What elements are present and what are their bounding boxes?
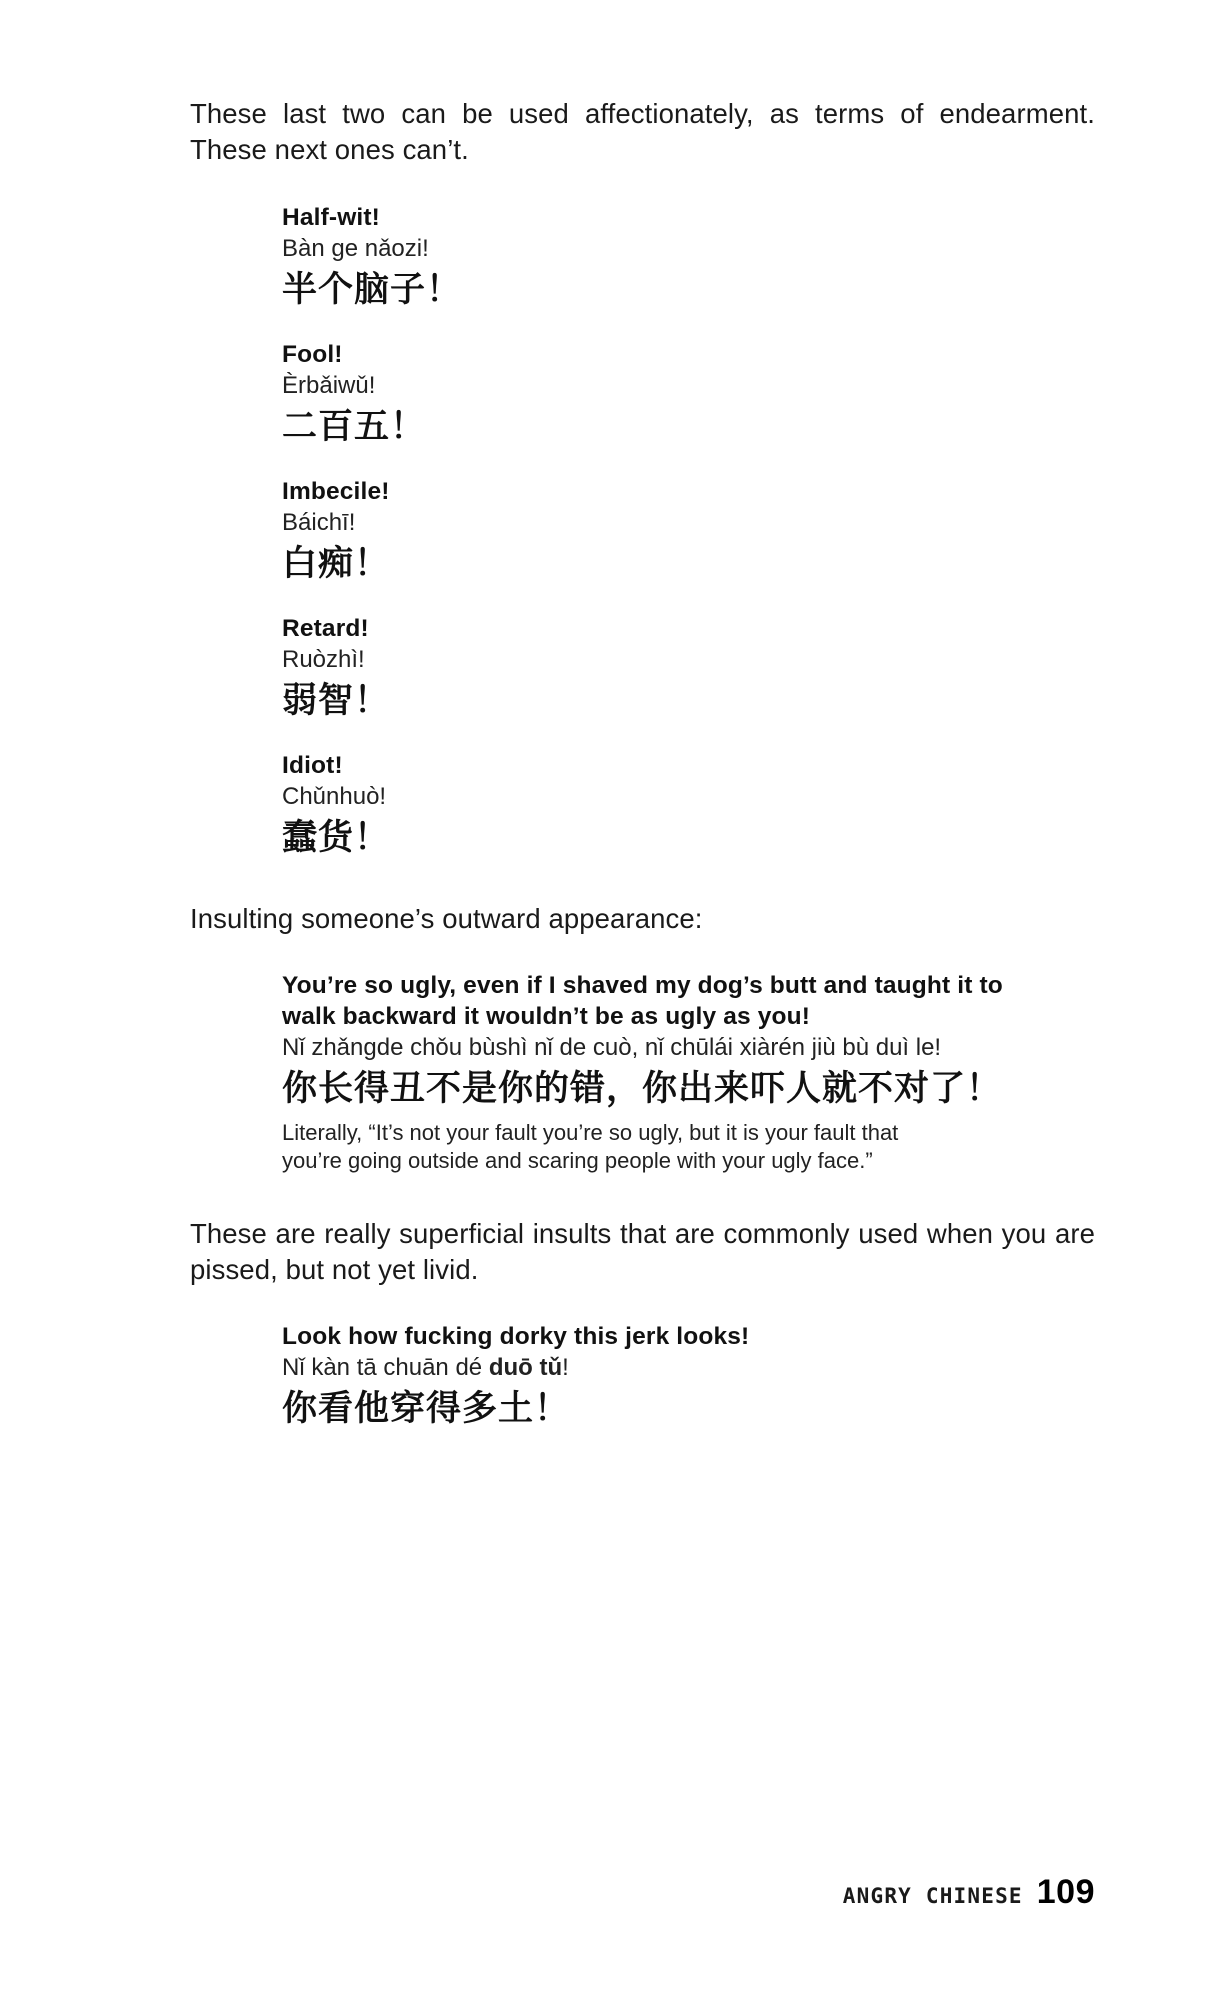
entry-pinyin: Nǐ zhǎngde chǒu bùshì nǐ de cuò, nǐ chūlái xiàrén jiù bù duì le! bbox=[282, 1034, 942, 1062]
entry-hanzi: 蠢货！ bbox=[282, 818, 391, 858]
entry-english: Fool! bbox=[282, 340, 343, 368]
entry-pinyin: Báichī! bbox=[282, 509, 356, 537]
entry-english-before: Look how fucking bbox=[282, 1323, 500, 1351]
intro-paragraph: These last two can be used affectionately, as terms of endearment. These next ones can’t. bbox=[190, 98, 1095, 165]
entry-pinyin: Èrbǎiwǔ! bbox=[282, 371, 376, 399]
entry-english: Idiot! bbox=[282, 752, 343, 780]
entry-hanzi: 白痴！ bbox=[282, 544, 391, 584]
entry-ugly bbox=[282, 970, 1055, 1176]
entry-dorky bbox=[282, 1321, 1055, 1431]
entry-english bbox=[282, 1321, 1055, 1352]
entry-pinyin: Chǔnhuò! bbox=[282, 783, 387, 811]
entry-english: Imbecile! bbox=[282, 477, 390, 505]
entry-idiot bbox=[282, 750, 1055, 860]
entry-pinyin-emphasis: duō tǔ bbox=[488, 1354, 563, 1382]
entry-fool bbox=[282, 339, 1055, 449]
entry-pinyin: Ruòzhì! bbox=[282, 646, 365, 674]
entry-pinyin-before: Nǐ kàn tā chuān dé bbox=[282, 1354, 489, 1382]
entry-hanzi: 你看他穿得多土！ bbox=[282, 1389, 571, 1429]
entry-pinyin bbox=[282, 1353, 1055, 1383]
entry-group-insults bbox=[282, 202, 1055, 861]
entry-hanzi: 二百五！ bbox=[282, 406, 427, 446]
entry-group-dorky bbox=[282, 1321, 1055, 1431]
entry-half-wit bbox=[282, 202, 1055, 312]
entry-english: Retard! bbox=[282, 615, 369, 643]
entry-retard bbox=[282, 613, 1055, 723]
section-lead-appearance: Insulting someone’s outward appearance: bbox=[190, 902, 703, 934]
entry-english: You’re so ugly, even if I shaved my dog’s butt and taught it to walk backward it wouldn’t be as ugly as you! bbox=[282, 972, 1003, 1031]
entry-english: Half-wit! bbox=[282, 203, 380, 231]
entry-english-after: this jerk looks! bbox=[567, 1323, 750, 1351]
entry-imbecile bbox=[282, 476, 1055, 586]
entry-english-emphasis: dorky bbox=[499, 1323, 568, 1351]
page-footer bbox=[843, 1873, 1095, 1912]
page-number: 109 bbox=[1036, 1873, 1095, 1911]
entry-hanzi: 弱智！ bbox=[282, 681, 391, 721]
entry-hanzi: 你长得丑不是你的错，你出来吓人就不对了！ bbox=[282, 1069, 1003, 1109]
running-head: ANGRY CHINESE bbox=[842, 1884, 1023, 1908]
paragraph-superficial-insults: These are really superficial insults that are commonly used when you are pissed, but not yet livid. bbox=[190, 1217, 1095, 1285]
entry-literal-note: Literally, “It’s not your fault you’re so ugly, but it is your fault that you’re going outside and scaring people with your ugly face.” bbox=[282, 1119, 899, 1174]
entry-group-appearance bbox=[282, 970, 1055, 1176]
entry-pinyin-after: ! bbox=[562, 1354, 569, 1382]
entry-pinyin: Bàn ge nǎozi! bbox=[282, 234, 429, 262]
entry-hanzi: 半个脑子！ bbox=[282, 269, 463, 309]
